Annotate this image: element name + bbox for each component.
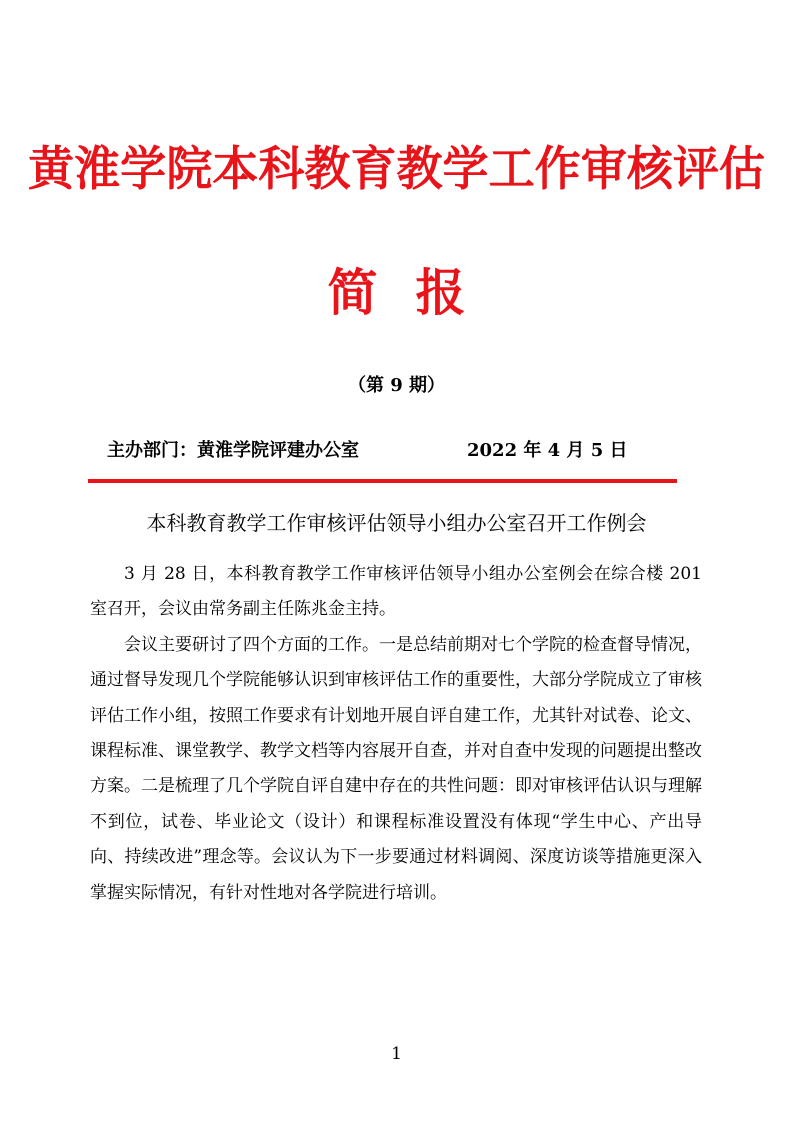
article-paragraph: 会议主要研讨了四个方面的工作。一是总结前期对七个学院的检查督导情况，通过督导发现几个学院能够认识到审核评估工作的重要性，大部分学院成立了审核评估工作小组，按照工作要求有计划地开展自评自建工作，尤其针对试卷、论文、课程标准、课堂教学、教学文档等内容展开自查，并对自查中发现的问题提出整改方案。二是梳理了几个学院自评自建中存在的共性问题：即对审核评估认识与理解不到位，试卷、毕业论文（设计）和课程标准设置没有体现“学生中心、产出导向、持续改进”理念等。会议认为下一步要通过材料调阅、深度访谈等措施更深入掌握实际情况，有针对性地对各学院进行培训。 xyxy=(90,634,702,903)
article-title: 本科教育教学工作审核评估领导小组办公室召开工作例会 xyxy=(146,511,647,535)
masthead-subtitle: 简报 xyxy=(327,264,504,322)
issue-number: （第 9 期） xyxy=(347,375,446,396)
page-number: 1 xyxy=(391,1044,402,1064)
masthead-title: 黄淮学院本科教育教学工作审核评估 xyxy=(28,142,765,197)
publication-date: 2022 年 4 月 5 日 xyxy=(467,440,628,461)
organizing-department: 主办部门：黄淮学院评建办公室 xyxy=(107,440,359,461)
article-body xyxy=(90,557,702,911)
masthead-divider xyxy=(88,479,677,483)
article-paragraph: 3 月 28 日，本科教育教学工作审核评估领导小组办公室例会在综合楼 201 室召开，会议由常务副主任陈兆金主持。 xyxy=(90,564,702,620)
